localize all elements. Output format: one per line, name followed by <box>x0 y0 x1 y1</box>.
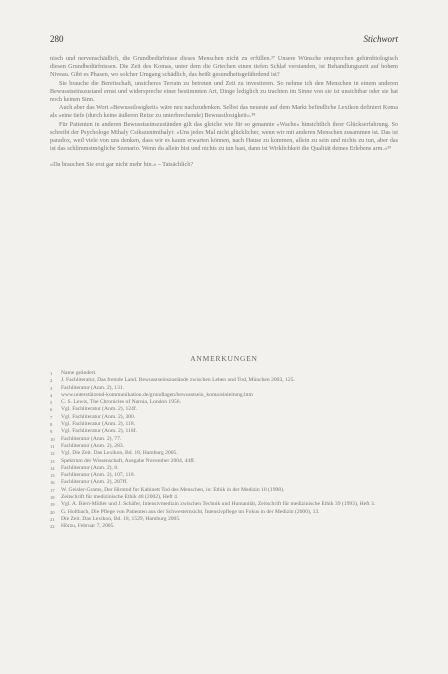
endnote-item <box>50 501 398 508</box>
endnote-item <box>50 458 398 465</box>
endnote-number: 11 <box>50 443 55 449</box>
endnote-number: 5 <box>50 400 53 406</box>
endnote-number: 21 <box>50 516 55 522</box>
endnote-text: Fachliteratur (Anm. 2), 8. <box>61 464 119 471</box>
endnote-number: 2 <box>50 378 53 384</box>
body-paragraph: »Da brauchen Sie erst gar nicht mehr hin.« – Tatsächlich? <box>50 161 194 169</box>
endnote-number: 8 <box>50 422 53 428</box>
endnote-item <box>50 406 398 413</box>
endnote-text: Zeitschrift für medizinische Ethik 48 (2002), Heft 4. <box>61 494 179 501</box>
endnote-text: W. Geisler-Grams, Der Hirntod fur Kabinett Tod des Menschen, in: Ethik in der Medizin 10 (1998). <box>61 486 285 493</box>
endnote-text: Fachliteratur (Anm. 2), 131. <box>61 384 125 391</box>
endnote-item <box>50 487 398 494</box>
endnote-number: 16 <box>50 480 55 486</box>
page-header <box>50 34 398 46</box>
endnote-item <box>50 414 398 421</box>
body-paragraph: Sie brauche die Bereitschaft, unsicheres Terrain zu betreten und Zeit zu investieren. So nehme ich den Menschen in einem anderen Bewusstseinszustand ernst und widerspreche einer bestimmten Art, Dinge lediglich zu trachten im Sinne von sie ist unsichtbar oder sie hat noch keinen Sinn. <box>50 79 398 104</box>
endnote-text: Fachliteratur (Anm. 2), 287ff. <box>61 479 128 486</box>
endnote-text: Vgl. Fachliteratur (Anm. 2), 118f. <box>61 428 137 435</box>
endnote-item <box>50 443 398 450</box>
endnote-text: Vgl. A. Bieri-Müller und J. Schäfer, Intensivmedizin zwischen Technik und Humanität, Zeitschrift für medizinische Ethik 39 (1993), Heft 3. <box>61 501 376 508</box>
endnote-text: Fachliteratur (Anm. 2), 77. <box>61 435 122 442</box>
page-number: 280 <box>50 34 64 44</box>
body-text <box>50 55 398 170</box>
running-title: Stichwort <box>363 34 398 44</box>
endnote-number: 18 <box>50 495 55 501</box>
endnote-text: J. Fachliteratur, Das fremde Land. Bewusstseinszustände zwischen Leben und Tod, München 2003, 125. <box>61 377 295 384</box>
endnote-number: 19 <box>50 502 55 508</box>
endnote-text: Fachliteratur (Anm. 2), 283. <box>61 442 125 449</box>
endnote-item <box>50 428 398 435</box>
endnote-number: 22 <box>50 524 55 530</box>
endnote-number: 20 <box>50 509 55 515</box>
endnote-number: 3 <box>50 385 53 391</box>
endnote-number: 12 <box>50 451 55 457</box>
endnote-number: 15 <box>50 473 55 479</box>
endnote-item <box>50 516 398 523</box>
endnote-text: www.unterstützend-kommunikation.de/grundlagen/bewusstsein_koma/einleitung.htm <box>61 391 253 398</box>
endnote-number: 17 <box>50 487 55 493</box>
endnote-number: 7 <box>50 414 53 420</box>
endnote-item <box>50 523 398 530</box>
endnote-text: Fachliteratur (Anm. 2), 107, 118. <box>61 472 136 479</box>
endnote-number: 10 <box>50 436 55 442</box>
endnotes-list <box>50 370 398 531</box>
endnote-number: 1 <box>50 371 53 376</box>
endnote-text: C. S. Lewis, The Chronicles of Narnia, London 1956. <box>61 399 181 406</box>
endnote-item <box>50 385 398 392</box>
endnote-number: 13 <box>50 458 55 464</box>
endnote-text: Vgl. Fachliteratur (Anm. 2), 300. <box>61 413 136 420</box>
endnote-text: G. Holtbach, Die Pflege von Patienten aus der Schwesternsicht, Intensivpflege im Fokus in der Medizin (2000), 13. <box>61 508 320 515</box>
endnote-text: Spektrum der Wissenschaft, Ausgabe November 2004, 44ff. <box>61 457 196 464</box>
body-paragraph: Auch aber das Wort »Bewusstlosigkeit« wäre neu nachzudenken. Selbst das neueste auf dem Markt befindliche Lexikon definiert Koma als »eine tiefe (durch keine äußeren Reize zu unterbrechende) Bewusstlosigkeit«.³⁸ <box>50 104 398 120</box>
endnote-text: Vgl. Die Zeit. Das Lexikon, Bd. 18, Hamburg 2005. <box>61 450 178 457</box>
endnote-text: Hörzu, Februar 7, 2005. <box>61 523 115 530</box>
endnote-text: Vgl. Fachliteratur (Anm. 2), 118. <box>61 421 136 428</box>
endnote-item <box>50 479 398 486</box>
endnote-item <box>50 509 398 516</box>
body-paragraph: Für Patienten in anderen Bewusstseinszuständen gilt das gleiche wie für so genannte »Wache« hinsichtlich ihrer Glückserfahrung. So schreibt der Psychologe Mihaly Csikszentmihalyi: »Uns jedes Mal nicht glücklicher, wenn wir mit anderen Menschen zusammen ist. Das ist paradox, weil viele von uns denken, dass wir es kaum erwarten können, nach Hause zu kommen, allein zu sein und nichts zu tun, aber das ist das schlimmstmögliche Szenario. Wenn du allein bist und nichts zu tun hast, dann ist Wirklichkeit die Qualität deines Erlebens arm.«³⁹ <box>50 120 398 153</box>
body-paragraph: nisch und nervenschädlich, die Grundbedürfnisse dieses Menschen nicht zu erfüllen.³⁷ Unsere Wünsche entsprechen gehirnbiologisch diesen Grundbedürfnissen. Die Zeit des Komas, unter dem die Griechen einen tiefen Schlaf verstanden, ist Behandlungszeit auf hohem Niveau. Gibt es Phasen, wo solcher Umgang schädlich, das heißt gesundheitsgefährdend ist? <box>50 55 398 79</box>
endnote-text: Die Zeit. Das Lexikon, Bd. 18, 1529, Hamburg 2005. <box>61 515 181 522</box>
endnote-number: 9 <box>50 429 53 435</box>
endnote-number: 4 <box>50 392 53 398</box>
endnote-item <box>50 436 398 443</box>
notes-heading: ANMERKUNGEN <box>190 354 258 363</box>
endnote-item <box>50 450 398 457</box>
endnote-text: Vgl. Fachliteratur (Anm. 2), 124f. <box>61 406 138 413</box>
endnote-text: Name geändert. <box>61 370 97 376</box>
endnote-item <box>50 377 398 384</box>
endnote-number: 14 <box>50 465 55 471</box>
endnote-number: 6 <box>50 407 53 413</box>
